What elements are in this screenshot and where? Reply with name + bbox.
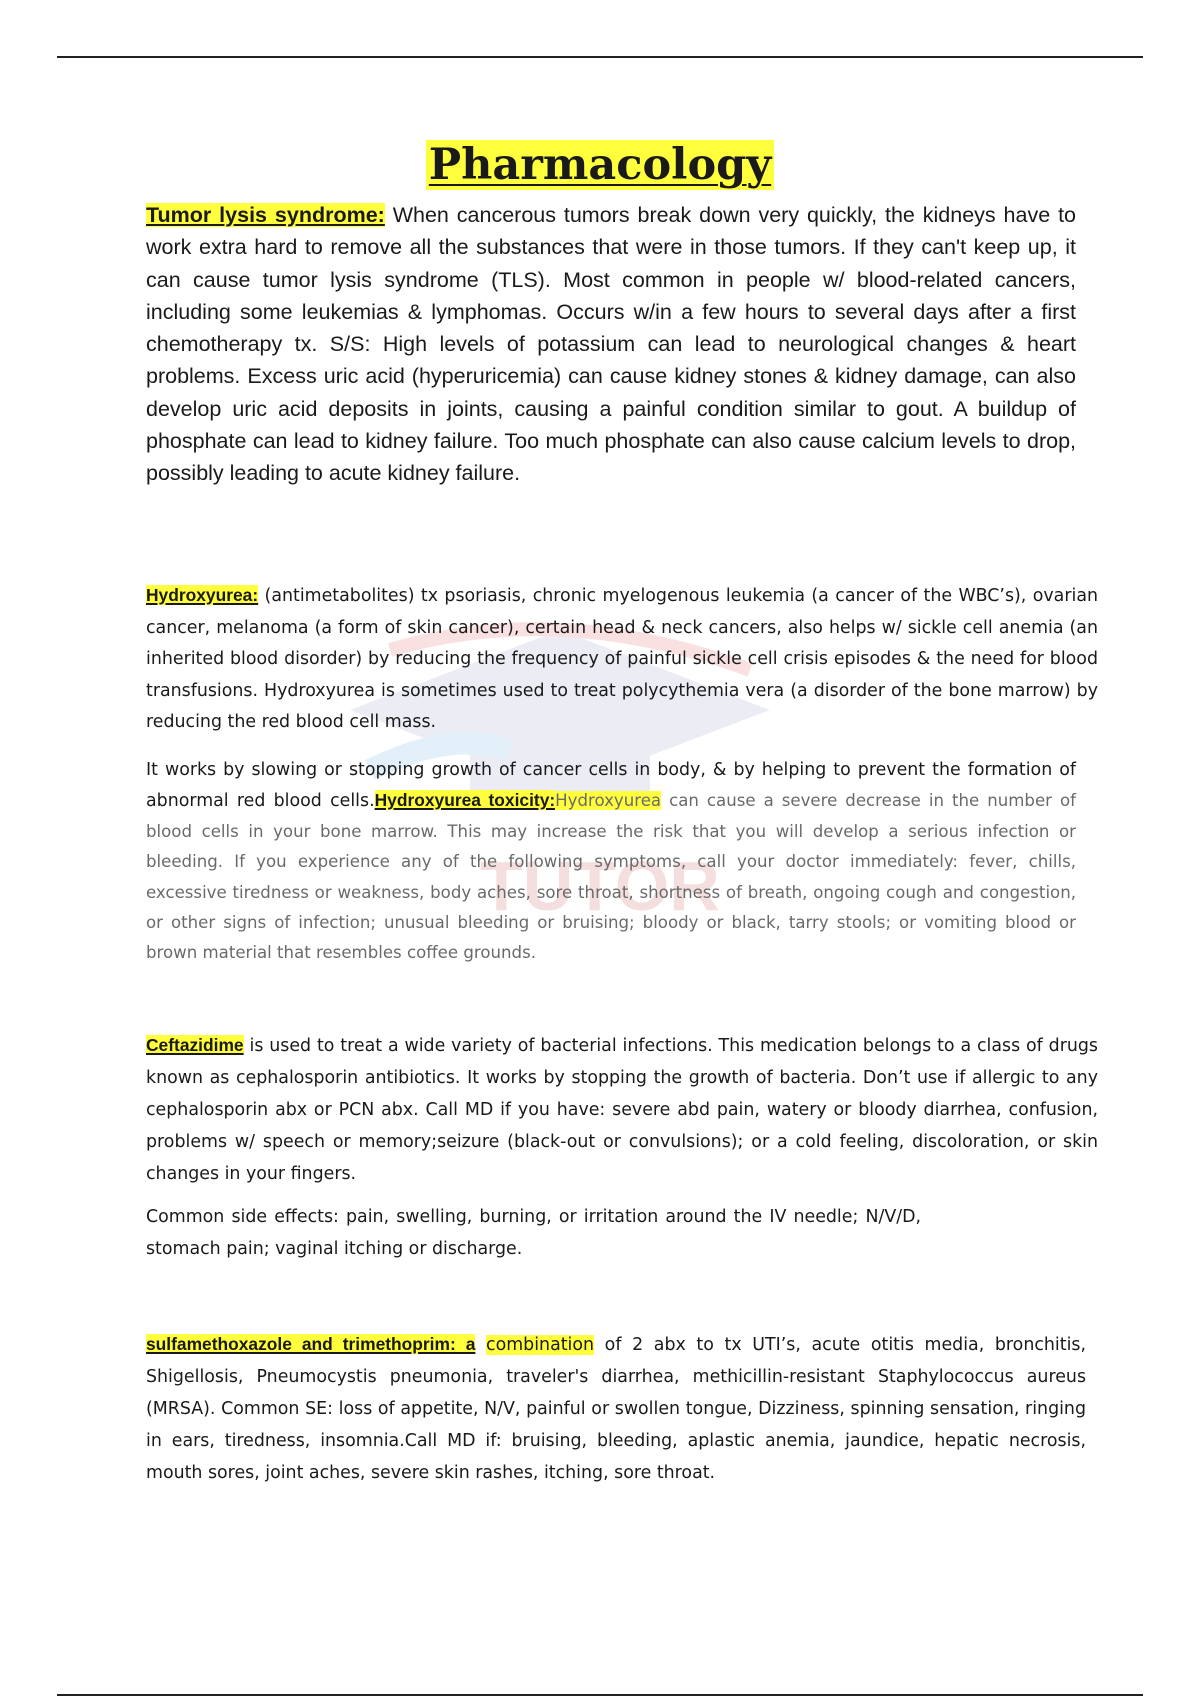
- term-ceftazidime: Ceftazidime: [146, 1035, 244, 1055]
- term-hydroxyurea-toxicity: Hydroxyurea toxicity:: [374, 790, 556, 811]
- hydroxyurea-toxicity-body: can cause a severe decrease in the number of blood cells in your bone marrow. This may increase the risk that you will develop a serious infection or bleeding. If you experience any of the following symptoms, call your doctor immediately: fever, chills, excessive tiredness or weakness, body aches, sore throat, shortness of breath, ongoing cough and congestion, or other signs of infection; unusual bleeding or bruising; bloody or black, tarry stools; or vomiting blood or brown material that resembles coffee grounds.: [146, 791, 1076, 963]
- term-tumor-lysis: Tumor lysis syndrome:: [146, 203, 385, 227]
- hydroxyurea-toxicity-highlight: Hydroxyurea: [555, 791, 662, 811]
- smx-tmp-paragraph: [146, 1328, 1086, 1489]
- ceftazidime-paragraph: [146, 1029, 1098, 1190]
- hydroxyurea-mechanism: It works by slowing or stopping growth of cancer cells in body, & by helping to prevent the formation of abnormal red blood cells.: [146, 760, 1076, 812]
- top-rule: [57, 56, 1143, 58]
- hydroxyurea-paragraph: [146, 580, 1098, 739]
- term-smx-tmp: sulfamethoxazole and trimethoprim: a: [146, 1334, 476, 1354]
- smx-tmp-body: of 2 abx to tx UTI’s, acute otitis media, bronchitis, Shigellosis, Pneumocystis pneumonia, traveler's diarrhea, methicillin-resistant Staphylococcus aureus (MRSA). Common SE: loss of appetite, N/V, painful or swollen tongue, Dizziness, spinning sensation, ringing in ears, tiredness, insomnia.Call MD if: bruising, bleeding, aplastic anemia, jaundice, hepatic necrosis, mouth sores, joint aches, severe skin rashes, itching, sore throat.: [146, 1335, 1086, 1483]
- watermark-text: TUTOR: [480, 847, 720, 925]
- hydroxyurea-body: (antimetabolites) tx psoriasis, chronic myelogenous leukemia (a cancer of the WBC’s), ovarian cancer, melanoma (a form of skin cancer), certain head & neck cancers, also helps w/ sickle cell anemia (an inherited blood disorder) by reducing the frequency of painful sickle cell crisis episodes & the need for blood transfusions. Hydroxyurea is sometimes used to treat polycythemia vera (a disorder of the bone marrow) by reducing the red blood cell mass.: [146, 586, 1098, 733]
- ceftazidime-body: is used to treat a wide variety of bacterial infections. This medication belongs to a class of drugs known as cephalosporin antibiotics. It works by stopping the growth of bacteria. Don’t use if allergic to any cephalosporin abx or PCN abx. Call MD if you have: severe abd pain, watery or bloody diarrhea, confusion, problems w/ speech or memory;seizure (black-out or convulsions); or a cold feeling, discoloration, or skin changes in your fingers.: [146, 1036, 1098, 1184]
- smx-tmp-highlight: combination: [486, 1335, 595, 1355]
- bottom-rule: [57, 1694, 1143, 1696]
- hydroxyurea-toxicity-paragraph: [146, 755, 1076, 969]
- ceftazidime-side-effects: Common side effects: pain, swelling, burning, or irritation around the IV needle; N/V/D, stomach pain; vaginal itching or discharge.: [146, 1207, 921, 1259]
- page-title: Pharmacology: [0, 138, 1200, 192]
- term-hydroxyurea: Hydroxyurea:: [146, 585, 259, 605]
- tumor-lysis-body: When cancerous tumors break down very quickly, the kidneys have to work extra hard to remove all the substances that were in those tumors. If they can't keep up, it can cause tumor lysis syndrome (TLS). Most common in people w/ blood-related cancers, including some leukemias & lymphomas. Occurs w/in a few hours to several days after a first chemotherapy tx. S/S: High levels of potassium can lead to neurological changes & heart problems. Excess uric acid (hyperuricemia) can cause kidney stones & kidney damage, can also develop uric acid deposits in joints, causing a painful condition similar to gout. A buildup of phosphate can lead to kidney failure. Too much phosphate can also cause calcium levels to drop, possibly leading to acute kidney failure.: [146, 203, 1077, 486]
- tumor-lysis-paragraph: [146, 199, 1076, 490]
